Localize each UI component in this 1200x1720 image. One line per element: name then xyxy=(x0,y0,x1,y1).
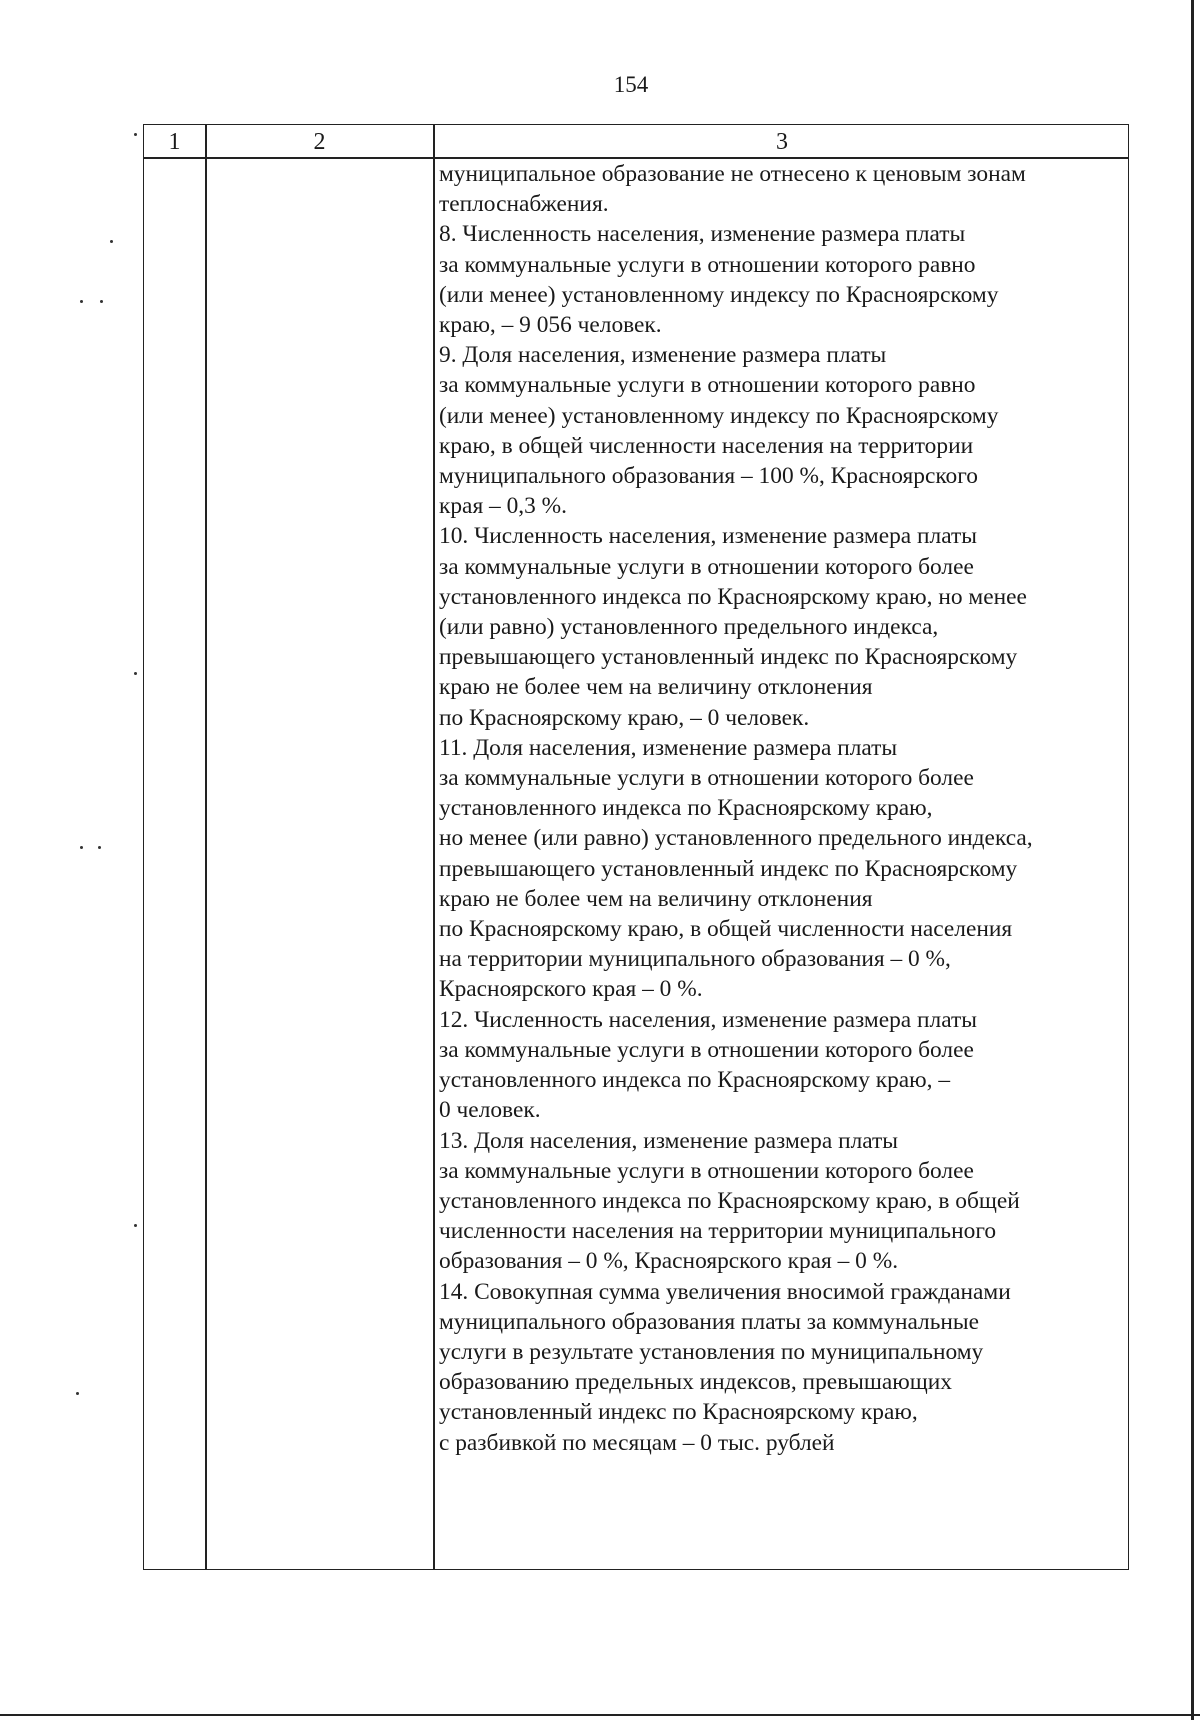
document-table xyxy=(143,124,1129,1570)
scan-speck xyxy=(134,1224,137,1227)
text-line: превышающего установленный индекс по Красноярскому xyxy=(439,855,1018,882)
text-line: за коммунальные услуги в отношении которого более xyxy=(439,553,974,580)
text-line: краю, – 9 056 человек. xyxy=(439,312,662,339)
text-line: Красноярского края – 0 %. xyxy=(439,976,703,1003)
text-line: установленного индекса по Красноярскому краю, в общей xyxy=(439,1187,1020,1214)
text-line: за коммунальные услуги в отношении которого более xyxy=(439,1157,974,1184)
text-line: услуги в результате установления по муниципальному xyxy=(439,1338,984,1365)
text-line: установленного индекса по Красноярскому краю, но менее xyxy=(439,583,1027,610)
text-line: за коммунальные услуги в отношении которого более xyxy=(439,1036,974,1063)
scan-speck xyxy=(76,1392,79,1395)
text-line: (или равно) установленного предельного индекса, xyxy=(439,614,939,641)
text-line: установленного индекса по Красноярскому краю, xyxy=(439,795,933,822)
text-line: муниципального образования – 100 %, Красноярского xyxy=(439,463,978,490)
column-header-3: 3 xyxy=(776,129,788,155)
scan-page-edge-bottom xyxy=(0,1714,1200,1716)
scan-speck xyxy=(110,240,113,243)
page-number: 154 xyxy=(613,72,649,97)
text-line: численности населения на территории муниципального xyxy=(439,1218,997,1245)
text-line: но менее (или равно) установленного предельного индекса, xyxy=(439,825,1033,852)
text-line: за коммунальные услуги в отношении которого более xyxy=(439,765,974,792)
text-line: муниципальное образование не отнесено к ценовым зонам xyxy=(439,161,1026,187)
scan-speck xyxy=(100,300,103,303)
column-divider-2 xyxy=(433,125,435,1569)
text-line: на территории муниципального образования – 0 %, xyxy=(439,946,951,973)
text-line: установленного индекса по Красноярскому краю, – xyxy=(439,1067,951,1094)
text-line: с разбивкой по месяцам – 0 тыс. рублей xyxy=(439,1429,835,1456)
text-line: образования – 0 %, Красноярского края – 0 %. xyxy=(439,1248,899,1275)
text-line: 9. Доля населения, изменение размера платы xyxy=(439,342,887,369)
scan-page-edge-right xyxy=(1191,0,1194,1720)
scan-speck xyxy=(98,846,101,849)
scan-speck xyxy=(134,133,137,136)
text-line: краю не более чем на величину отклонения xyxy=(439,885,873,912)
column-header-2: 2 xyxy=(313,129,326,155)
scan-speck xyxy=(80,300,83,303)
text-line: 11. Доля населения, изменение размера платы xyxy=(439,734,898,761)
column-header-1: 1 xyxy=(168,129,181,155)
text-line: (или менее) установленному индексу по Красноярскому xyxy=(439,281,999,308)
text-line: 0 человек. xyxy=(439,1097,541,1124)
text-line: 8. Численность населения, изменение размера платы xyxy=(439,221,966,248)
text-line: 10. Численность населения, изменение размера платы xyxy=(439,523,977,550)
text-line: краю не более чем на величину отклонения xyxy=(439,674,873,701)
scan-speck xyxy=(80,846,83,849)
column-3-cell-text xyxy=(439,159,1129,1458)
text-line: края – 0,3 %. xyxy=(439,493,568,520)
text-line: установленный индекс по Красноярскому краю, xyxy=(439,1399,918,1426)
text-line: превышающего установленный индекс по Красноярскому xyxy=(439,644,1018,671)
text-line: краю, в общей численности населения на территории xyxy=(439,432,974,459)
text-line: по Красноярскому краю, в общей численности населения xyxy=(439,916,1013,943)
text-line: образованию предельных индексов, превышающих xyxy=(439,1369,952,1396)
text-line: по Красноярскому краю, – 0 человек. xyxy=(439,704,810,731)
text-line: (или менее) установленному индексу по Красноярскому xyxy=(439,402,999,429)
text-line: 14. Совокупная сумма увеличения вносимой гражданами xyxy=(439,1278,1011,1305)
text-line: теплоснабжения. xyxy=(439,191,609,218)
text-line: 13. Доля населения, изменение размера платы xyxy=(439,1127,898,1154)
text-line: за коммунальные услуги в отношении которого равно xyxy=(439,251,976,278)
scan-speck xyxy=(134,672,137,675)
text-line: за коммунальные услуги в отношении которого равно xyxy=(439,372,976,399)
column-divider-1 xyxy=(205,125,207,1569)
text-line: муниципального образования платы за коммунальные xyxy=(439,1308,980,1335)
text-line: 12. Численность населения, изменение размера платы xyxy=(439,1006,977,1033)
